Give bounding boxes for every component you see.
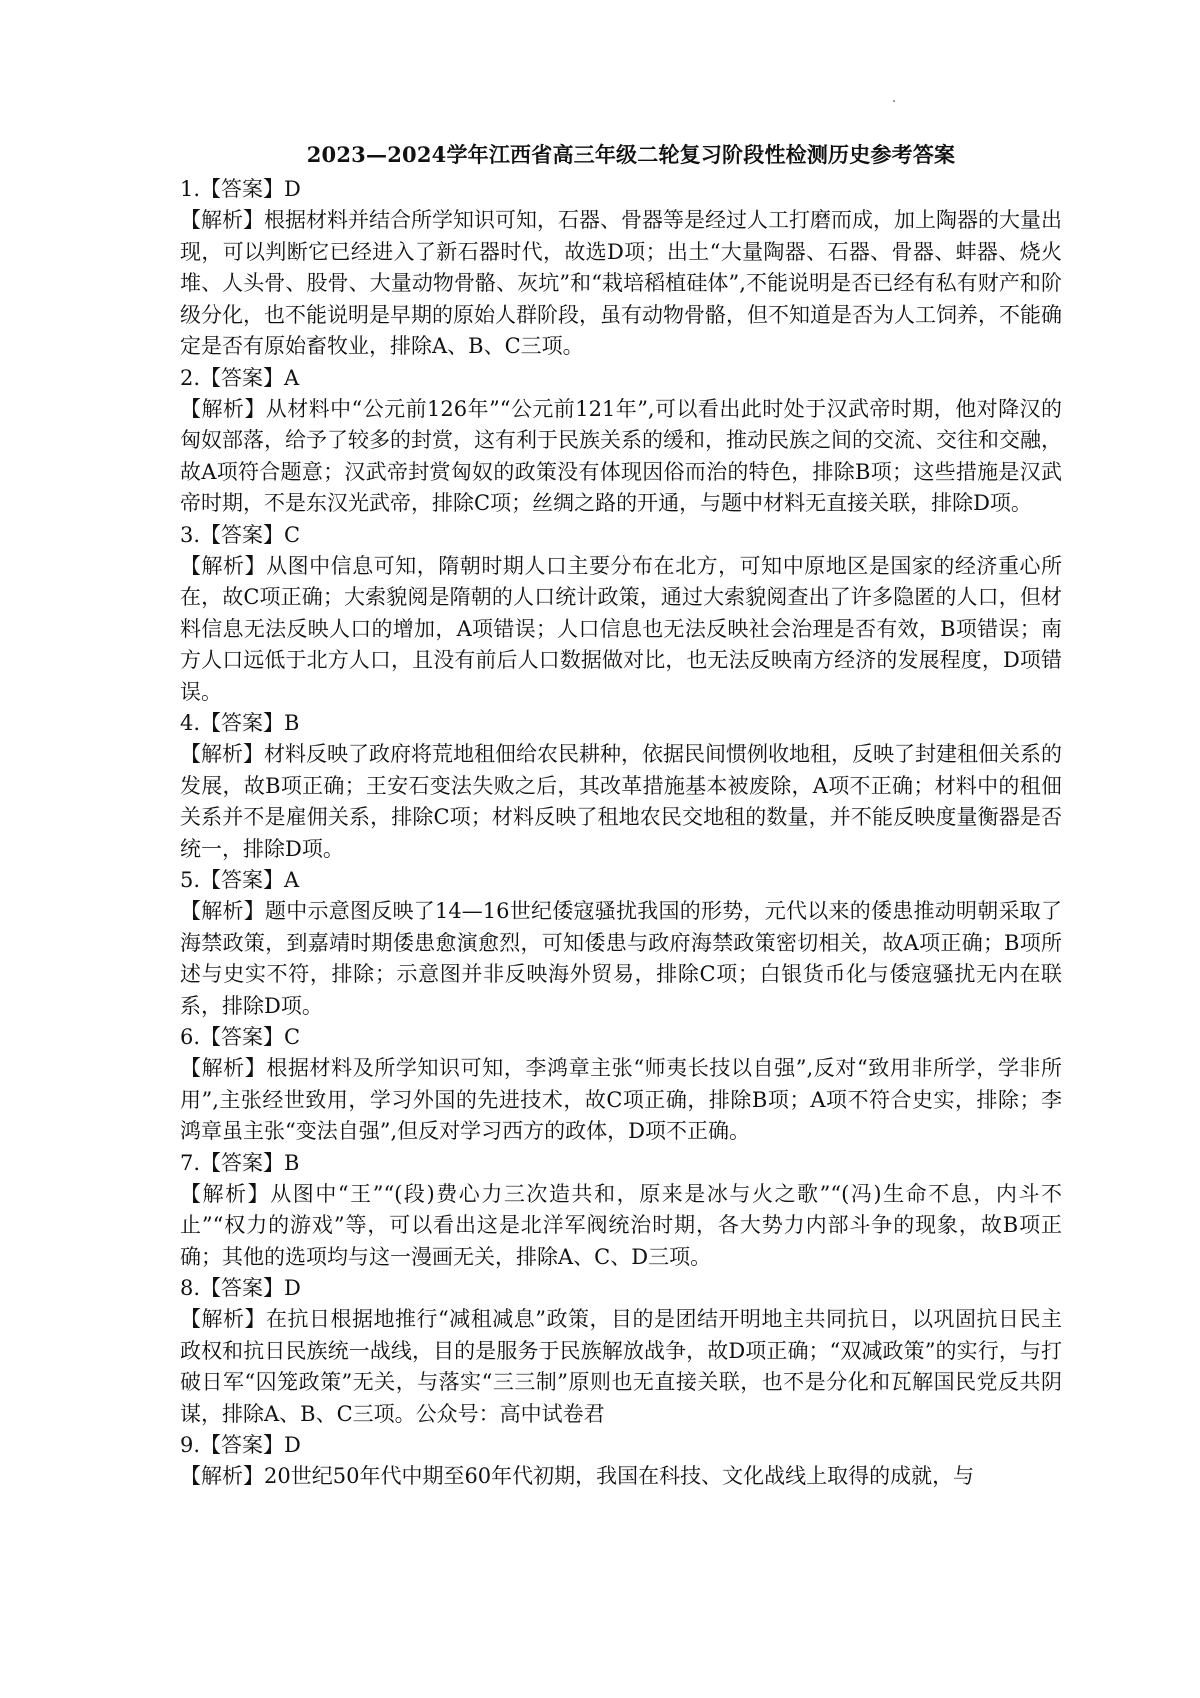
answer-line: 7.【答案】B: [180, 1150, 300, 1175]
answer-line: 6.【答案】C: [180, 1025, 301, 1049]
question-2: [180, 363, 1062, 520]
analysis-text: 【解析】根据材料并结合所学知识可知，石器、骨器等是经过人工打磨而成，加上陶器的大量出现，可以判断它已经进入了新石器时代，故选D项；出土“大量陶器、石器、骨器、蚌器、烧火堆、人头骨、股骨、大量动物骨骼、灰坑”和“栽培稻植硅体”,不能说明是否已经有私有财产和阶级分化，也不能说明是早期的原始人群阶段，虽有动物骨骼，但不知道是否为人工饲养，不能确定是否有原始畜牧业，排除A、B、C三项。: [180, 208, 1062, 358]
analysis-text: 【解析】从图中“王”“(段)费心力三次造共和，原来是冰与火之歌”“(冯)生命不息，内斗不止”“权力的游戏”等，可以看出这是北洋军阀统治时期，各大势力内部斗争的现象，故B项正确；其他的选项均与这一漫画无关，排除A、C、D三项。: [180, 1181, 1062, 1269]
question-4: [180, 708, 1062, 865]
answer-line: 3.【答案】C: [180, 522, 301, 547]
answer-line: 1.【答案】D: [180, 177, 301, 201]
question-5: [180, 865, 1062, 1022]
scan-speck: [893, 100, 895, 102]
question-7: [180, 1148, 1062, 1274]
question-3: [180, 520, 1062, 709]
page-title: 2023—2024学年江西省高三年级二轮复习阶段性检测历史参考答案: [306, 142, 956, 167]
answer-line: 2.【答案】A: [180, 365, 300, 390]
analysis-text: 【解析】在抗日根据地推行“减租减息”政策，目的是团结开明地主共同抗日，以巩固抗日民主政权和抗日民族统一战线，目的是服务于民族解放战争，故D项正确；“双减政策”的实行，与打破日军“囚笼政策”无关，与落实“三三制”原则也无直接关联，也不是分化和瓦解国民党反共阴谋，排除A、B、C三项。公众号：高中试卷君: [180, 1307, 1062, 1426]
answer-line: 8.【答案】D: [180, 1276, 301, 1300]
answer-line: 9.【答案】D: [180, 1433, 301, 1457]
analysis-text: 【解析】根据材料及所学知识可知，李鸿章主张“师夷长技以自强”,反对“致用非所学，学非所用”,主张经世致用，学习外国的先进技术，故C项正确，排除B项；A项不符合史实，排除；李鸿章虽主张“变法自强”,但反对学习西方的政体，D项不正确。: [180, 1056, 1062, 1143]
answer-line: 4.【答案】B: [180, 711, 300, 735]
question-8: [180, 1273, 1062, 1430]
question-9: [180, 1430, 1062, 1493]
analysis-text: 【解析】从材料中“公元前126年”“公元前121年”,可以看出此时处于汉武帝时期，他对降汉的匈奴部落，给予了较多的封赏，这有利于民族关系的缓和，推动民族之间的交流、交往和交融，故A项符合题意；汉武帝封赏匈奴的政策没有体现因俗而治的特色，排除B项；这些措施是汉武帝时期，不是东汉光武帝，排除C项；丝绸之路的开通，与题中材料无直接关联，排除D项。: [180, 396, 1062, 515]
analysis-text: 【解析】20世纪50年代中期至60年代初期，我国在科技、文化战线上取得的成就，与: [180, 1464, 975, 1488]
answer-line: 5.【答案】A: [180, 868, 300, 892]
analysis-text: 【解析】材料反映了政府将荒地租佃给农民耕种，依据民间惯例收地租，反映了封建租佃关系的发展，故B项正确；王安石变法失败之后，其改革措施基本被废除，A项不正确；材料中的租佃关系并不是雇佣关系，排除C项；材料反映了租地农民交地租的数量，并不能反映度量衡器是否统一，排除D项。: [180, 742, 1062, 861]
question-1: [180, 174, 1062, 363]
analysis-text: 【解析】从图中信息可知，隋朝时期人口主要分布在北方，可知中原地区是国家的经济重心所在，故C项正确；大索貌阅是隋朝的人口统计政策，通过大索貌阅查出了许多隐匿的人口，但材料信息无法反映人口的增加，A项错误；人口信息也无法反映社会治理是否有效，B项错误；南方人口远低于北方人口，且没有前后人口数据做对比，也无法反映南方经济的发展程度，D项错误。: [180, 553, 1062, 704]
question-6: [180, 1022, 1062, 1148]
analysis-text: 【解析】题中示意图反映了14—16世纪倭寇骚扰我国的形势，元代以来的倭患推动明朝采取了海禁政策，到嘉靖时期倭患愈演愈烈，可知倭患与政府海禁政策密切相关，故A项正确；B项所述与史实不符，排除；示意图并非反映海外贸易，排除C项；白银货币化与倭寇骚扰无内在联系，排除D项。: [180, 899, 1062, 1018]
